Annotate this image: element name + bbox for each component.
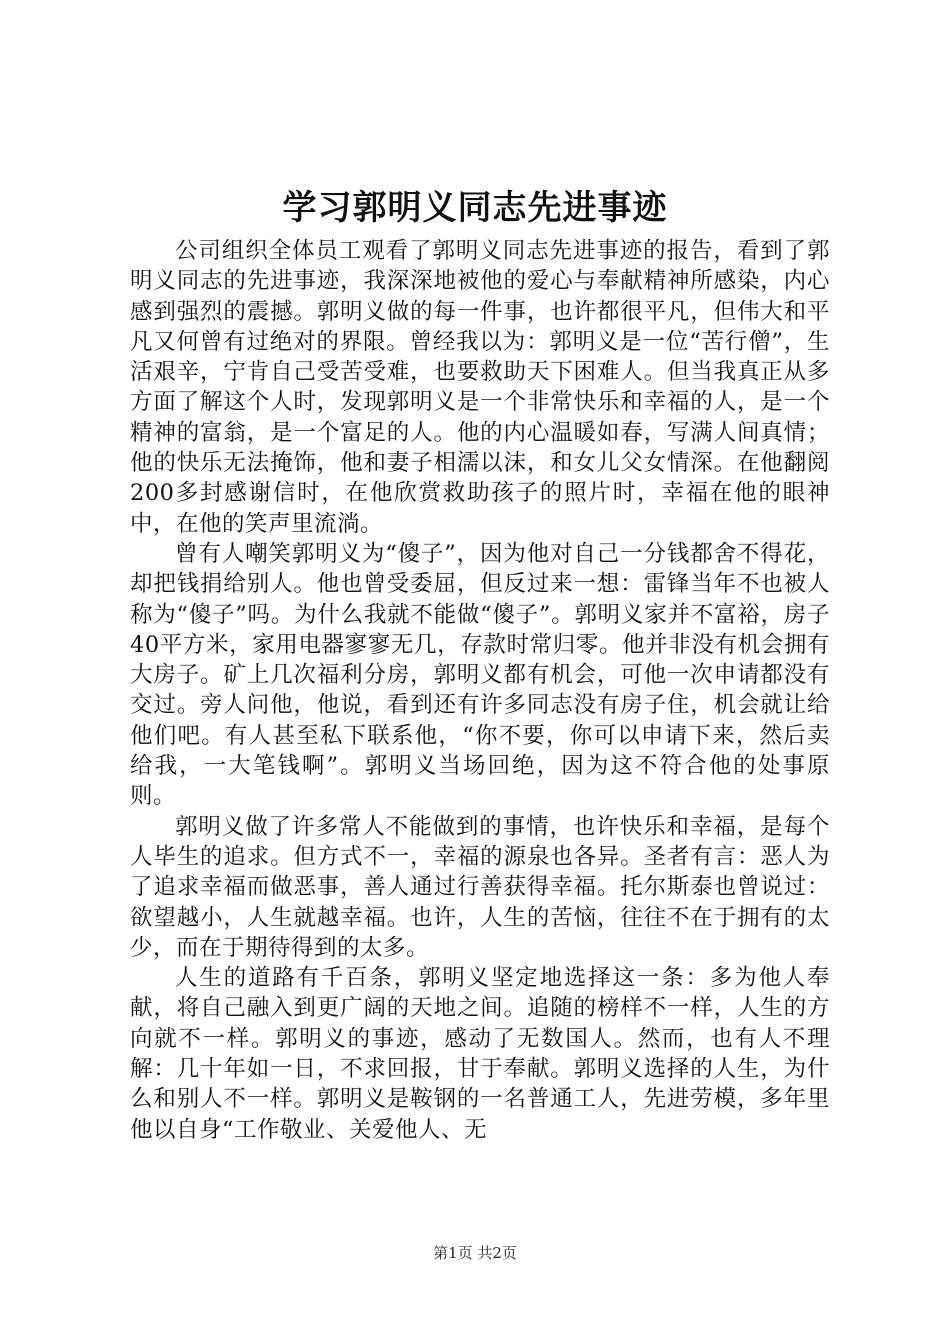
- paragraph-1: 公司组织全体员工观看了郭明义同志先进事迹的报告，看到了郭明义同志的先进事迹，我深深地被他的爱心与奉献精神所感染，内心感到强烈的震撼。郭明义做的每一件事，也许都很平凡，但伟大和平凡又何曾有过绝对的界限。曾经我以为：郭明义是一位“苦行僧”，生活艰辛，宁肯自己受苦受难，也要救助天下困难人。但当我真正从多方面了解这个人时，发现郭明义是一个非常快乐和幸福的人，是一个精神的富翁，是一个富足的人。他的内心温暖如春，写满人间真情；他的快乐无法掩饰，他和妻子相濡以沫，和女儿父女情深。在他翻阅200多封感谢信时，在他欣赏救助孩子的照片时，幸福在他的眼神中，在他的笑声里流淌。: [130, 238, 830, 537]
- paragraph-3: 郭明义做了许多常人不能做到的事情，也许快乐和幸福，是每个人毕生的追求。但方式不一，幸福的源泉也各异。圣者有言：恶人为了追求幸福而做恶事，善人通过行善获得幸福。托尔斯泰也曾说过：欲望越小，人生就越幸福。也许，人生的苦恼，往往不在于拥有的太少，而在于期待得到的太多。: [130, 813, 830, 961]
- page-number-footer: 第1页 共2页: [433, 1244, 517, 1262]
- document-title: 学习郭明义同志先进事迹: [282, 188, 668, 228]
- paragraph-4: 人生的道路有千百条，郭明义坚定地选择这一条：多为他人奉献，将自己融入到更广阔的天地之间。追随的榜样不一样，人生的方向就不一样。郭明义的事迹，感动了无数国人。然而，也有人不理解：几十年如一日，不求回报，甘于奉献。郭明义选择的人生，为什么和别人不一样。郭明义是鞍钢的一名普通工人，先进劳模，多年里他以自身“工作敬业、关爱他人、无: [130, 965, 830, 1143]
- document-body: [130, 236, 830, 1145]
- paragraph-2: 曾有人嘲笑郭明义为“傻子”，因为他对自己一分钱都舍不得花，却把钱捐给别人。他也曾受委屈，但反过来一想：雷锋当年不也被人称为“傻子”吗。为什么我就不能做“傻子”。郭明义家并不富裕，房子40平方米，家用电器寥寥无几，存款时常归零。他并非没有机会拥有大房子。矿上几次福利分房，郭明义都有机会，可他一次申请都没有交过。旁人问他，他说，看到还有许多同志没有房子住，机会就让给他们吧。有人甚至私下联系他，“你不要，你可以申请下来，然后卖给我，一大笔钱啊”。郭明义当场回绝，因为这不符合他的处事原则。: [130, 540, 830, 810]
